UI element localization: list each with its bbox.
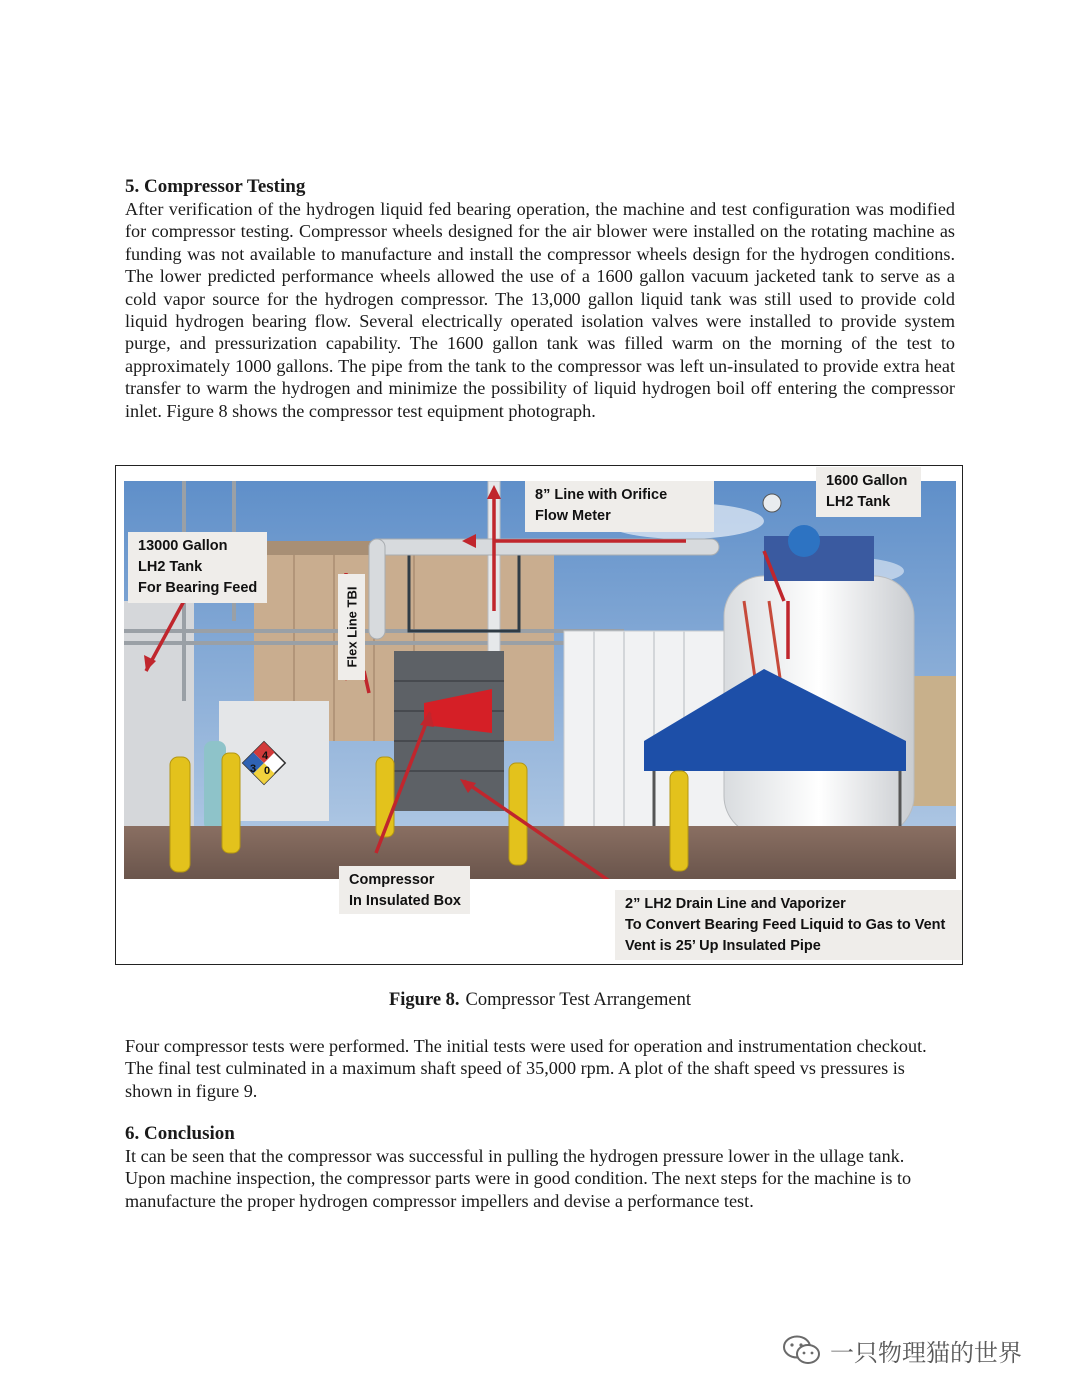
pressure-gauge: [763, 494, 781, 512]
label-8in-line-flow-meter: 8” Line with Orifice Flow Meter: [525, 481, 714, 532]
section-6-paragraph: It can be seen that the compressor was successful in pulling the hydrogen pressure lower in the ullage tank. Upon machine inspection, the compressor parts were in good condition. The next steps for the machine is to manufacture the proper hydrogen compressor impellers and devise a performance test.: [125, 1146, 912, 1211]
results-paragraph: Four compressor tests were performed. The initial tests were used for operation and instrumentation checkout. The final test culminated in a maximum shaft speed of 35,000 rpm. A plot of the shaft speed vs pressures is shown in figure 9.: [125, 1036, 927, 1101]
section-5-paragraph: After verification of the hydrogen liquid fed bearing operation, the machine and test configuration was modified for compressor testing. Compressor wheels designed for the air blower were installed on the rotating machine as funding was not available to manufacture and install the compressor wheels design for the hydrogen conditions. The lower predicted performance wheels allowed the use of a 1600 gallon vacuum jacketed tank to serve as a cold vapor source for the hydrogen compressor. The 13,000 gallon liquid tank was still used to provide cold liquid hydrogen bearing flow. Several electrically operated isolation valves were installed to provide system purge, and pressurization capability. The 1600 gallon tank was filled warm on the morning of the test to approximately 1000 gallons. The pipe from the tank to the compressor was left un-insulated to provide extra heat transfer to warm the hydrogen and minimize the possibility of liquid hydrogen boil off entering the compressor inlet. Figure 8 shows the compressor test equipment photograph.: [125, 199, 955, 421]
placard-number: 0: [264, 765, 271, 777]
label-drain-line-vaporizer: 2” LH2 Drain Line and Vaporizer To Convert Bearing Feed Liquid to Gas to Vent Vent is 25’ Up Insulated Pipe: [615, 890, 962, 960]
placard-number: 3: [250, 763, 257, 775]
section-6-heading: 6. Conclusion: [125, 1123, 235, 1144]
placard-number: 4: [262, 750, 269, 762]
label-compressor: Compressor In Insulated Box: [339, 866, 470, 914]
figure-caption-text: Compressor Test Arrangement: [465, 990, 692, 1010]
watermark: [782, 1333, 1022, 1367]
label-1600-gallon-tank: 1600 Gallon LH2 Tank: [816, 467, 921, 517]
figure-8-caption: [0, 990, 1080, 1011]
label-13000-gallon-tank: 13000 Gallon LH2 Tank For Bearing Feed: [128, 532, 267, 603]
label-flex-line: Flex Line TBI: [338, 574, 365, 680]
wechat-icon: [782, 1334, 822, 1366]
watermark-text: 一只物理猫的世界: [830, 1338, 1022, 1367]
figure-caption-label: Figure 8.: [388, 990, 460, 1010]
section-5-heading: 5. Compressor Testing: [125, 176, 306, 197]
